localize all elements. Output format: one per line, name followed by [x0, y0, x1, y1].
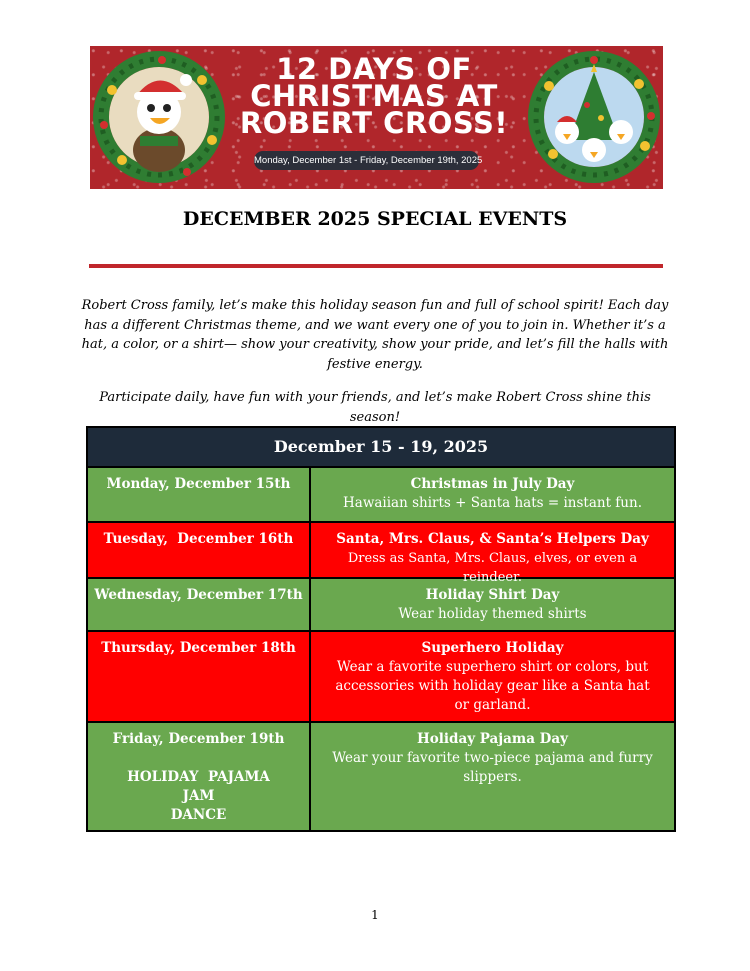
- day-label: Friday, December 19th: [112, 731, 285, 747]
- event-description: Hawaiian shirts + Santa hats = instant fun.: [343, 495, 642, 511]
- banner-title-line: CHRISTMAS AT: [250, 79, 498, 113]
- event-title: Superhero Holiday: [421, 640, 564, 656]
- eagles-christmas-tree-wreath-icon: [527, 50, 661, 184]
- event-title: Christmas in July Day: [410, 476, 575, 492]
- page-number: 1: [371, 908, 379, 922]
- event-title: Holiday Pajama Day: [417, 731, 568, 747]
- banner-date-range: Monday, December 1st - Friday, December 19th, 2025: [254, 151, 479, 170]
- intro-text: [80, 296, 670, 427]
- event-description: Wear holiday themed shirts: [398, 606, 587, 622]
- eagle-santa-wreath-icon: [92, 50, 226, 184]
- table-header: December 15 - 19, 2025: [88, 428, 674, 468]
- event-cell: [311, 723, 674, 830]
- banner: [90, 46, 663, 189]
- intro-paragraph: Robert Cross family, let’s make this holiday season fun and full of school spirit! Each day has a different Christmas theme, and we want every one of you to join in. Whether it’s a hat, a color, or a shirt— show your creativity, show your pride, and let’s fill the halls with festive energy.: [81, 298, 669, 372]
- event-title: Holiday Shirt Day: [425, 587, 560, 603]
- banner-title-line: ROBERT CROSS!: [239, 106, 509, 140]
- day-cell: Wednesday, December 17th: [88, 579, 311, 630]
- event-cell: [311, 579, 674, 630]
- event-cell: [311, 468, 674, 521]
- day-cell: Tuesday, December 16th: [88, 523, 311, 577]
- divider-rule: [89, 264, 663, 268]
- event-description: Wear your favorite two-piece pajama and furry slippers.: [332, 750, 653, 785]
- page-heading: DECEMBER 2025 SPECIAL EVENTS: [182, 208, 568, 230]
- day-cell: Monday, December 15th: [88, 468, 311, 521]
- day-cell: [88, 723, 311, 830]
- table-row: [88, 523, 674, 585]
- events-table: [86, 426, 676, 832]
- event-description: Wear a favorite superhero shirt or colors, but accessories with holiday gear like a Santa hat or garland.: [335, 659, 650, 713]
- dance-label-line: JAM: [182, 788, 215, 804]
- table-row: [88, 579, 674, 632]
- event-cell: [311, 523, 674, 585]
- event-cell: [311, 632, 674, 721]
- dance-label-line: HOLIDAY PAJAMA: [127, 769, 270, 785]
- dance-label-line: DANCE: [170, 807, 227, 823]
- day-cell: Thursday, December 18th: [88, 632, 311, 721]
- banner-title-line: 12 DAYS OF: [276, 52, 472, 86]
- intro-closing: Participate daily, have fun with your friends, and let’s make Robert Cross shine this season!: [99, 390, 651, 425]
- event-description: Dress as Santa, Mrs. Claus, elves, or even a reindeer.: [347, 551, 638, 585]
- event-title: Santa, Mrs. Claus, & Santa’s Helpers Day: [336, 531, 649, 547]
- table-row: [88, 723, 674, 830]
- table-row: [88, 632, 674, 723]
- banner-title: [238, 52, 510, 140]
- table-row: [88, 468, 674, 523]
